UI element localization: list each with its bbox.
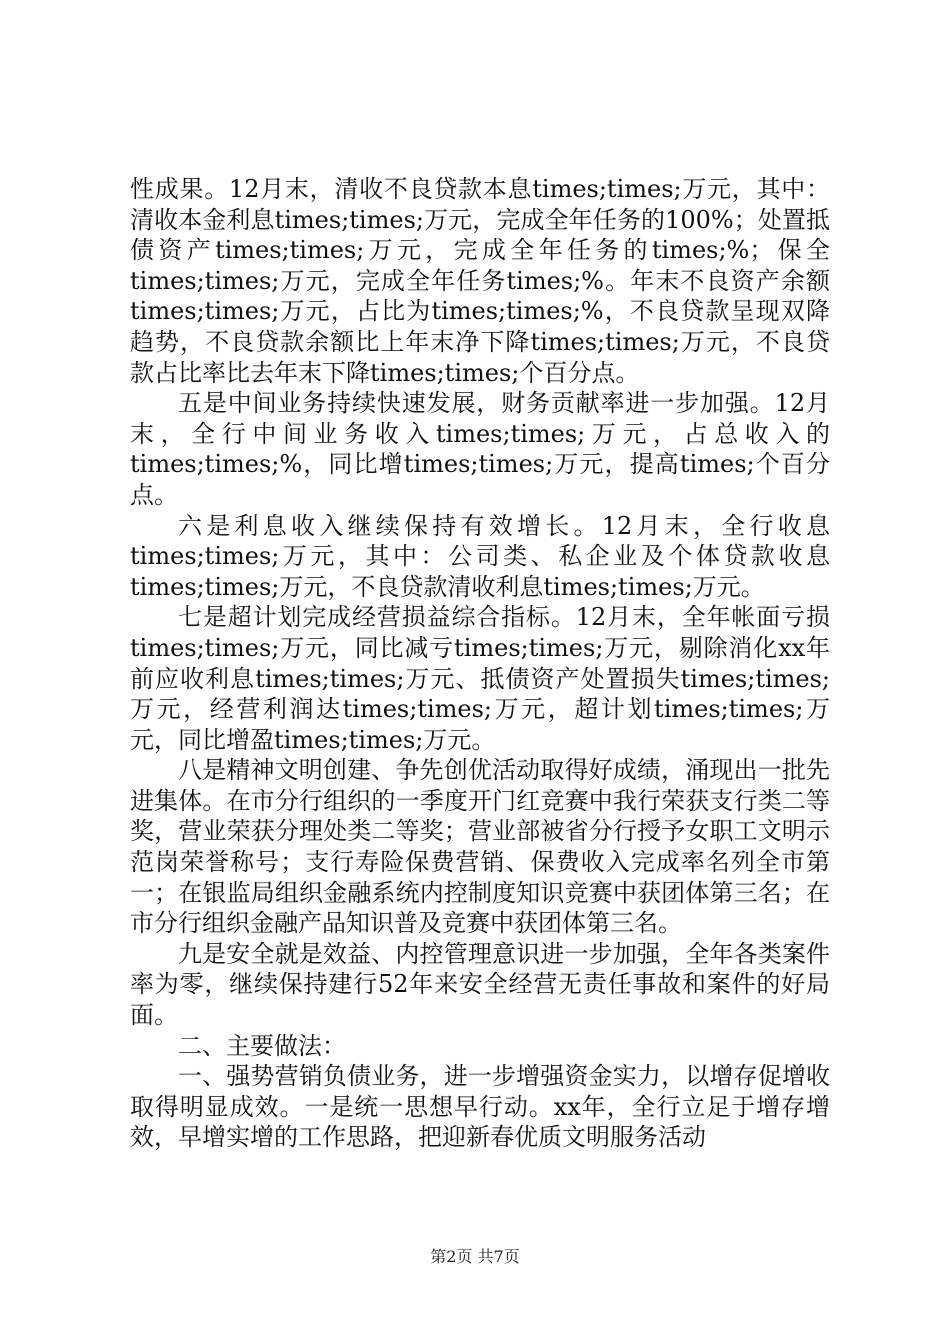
paragraph-safety: 九是安全就是效益、内控管理意识进一步加强，全年各类案件率为零，继续保持建行52年来安全经营无责任事故和案件的好局面。 — [130, 939, 830, 1030]
paragraph-intermediate-business: 五是中间业务持续快速发展，财务贡献率进一步加强。12月末，全行中间业务收入times;times;万元，占总收入的times;times;%，同比增times;times;万元，提高times;个百分点。 — [130, 389, 830, 509]
paragraph-civilization: 八是精神文明创建、争先创优活动取得好成绩，涌现出一批先进集体。在市分行组织的一季度开门红竞赛中我行荣获支行类二等奖，营业荣获分理处类二等奖；营业部被省分行授予女职工文明示范岗荣誉称号；支行寿险保费营销、保费收入完成率名列全市第一；在银监局组织金融系统内控制度知识竞赛中获团体第三名；在市分行组织金融产品知识普及竞赛中获团体第三名。 — [130, 756, 830, 938]
paragraph-profit-loss: 七是超计划完成经营损益综合指标。12月末，全年帐面亏损times;times;万元，同比减亏times;times;万元，剔除消化xx年前应收利息times;times;万元、抵债资产处置损失times;times;万元，经营利润达times;times;万元，超计划times;times;万元，同比增盈times;times;万元。 — [130, 603, 830, 754]
page-number-footer: 第2页 共7页 — [430, 1247, 520, 1266]
section-heading-main-practices: 二、主要做法： — [178, 1031, 346, 1060]
document-body — [130, 174, 830, 1153]
paragraph-interest-income: 六是利息收入继续保持有效增长。12月末，全行收息times;times;万元，其中：公司类、私企业及个体贷款收息times;times;万元，不良贷款清收利息times;times;万元。 — [130, 511, 830, 601]
paragraph-continuation: 性成果。12月末，清收不良贷款本息times;times;万元，其中：清收本金利息times;times;万元，完成全年任务的100%；处置抵债资产times;times;万元，完成全年任务的times;%；保全times;times;万元，完成全年任务times;%。年末不良资产余额times;times;万元，占比为times;times;%，不良贷款呈现双降趋势，不良贷款余额比上年末净下降times;times;万元，不良贷款占比率比去年末下降times;times;个百分点。 — [130, 175, 830, 387]
paragraph-liability-marketing: 一、强势营销负债业务，进一步增强资金实力，以增存促增收取得明显成效。一是统一思想早行动。xx年，全行立足于增存增效，早增实增的工作思路，把迎新春优质文明服务活动 — [130, 1062, 830, 1152]
